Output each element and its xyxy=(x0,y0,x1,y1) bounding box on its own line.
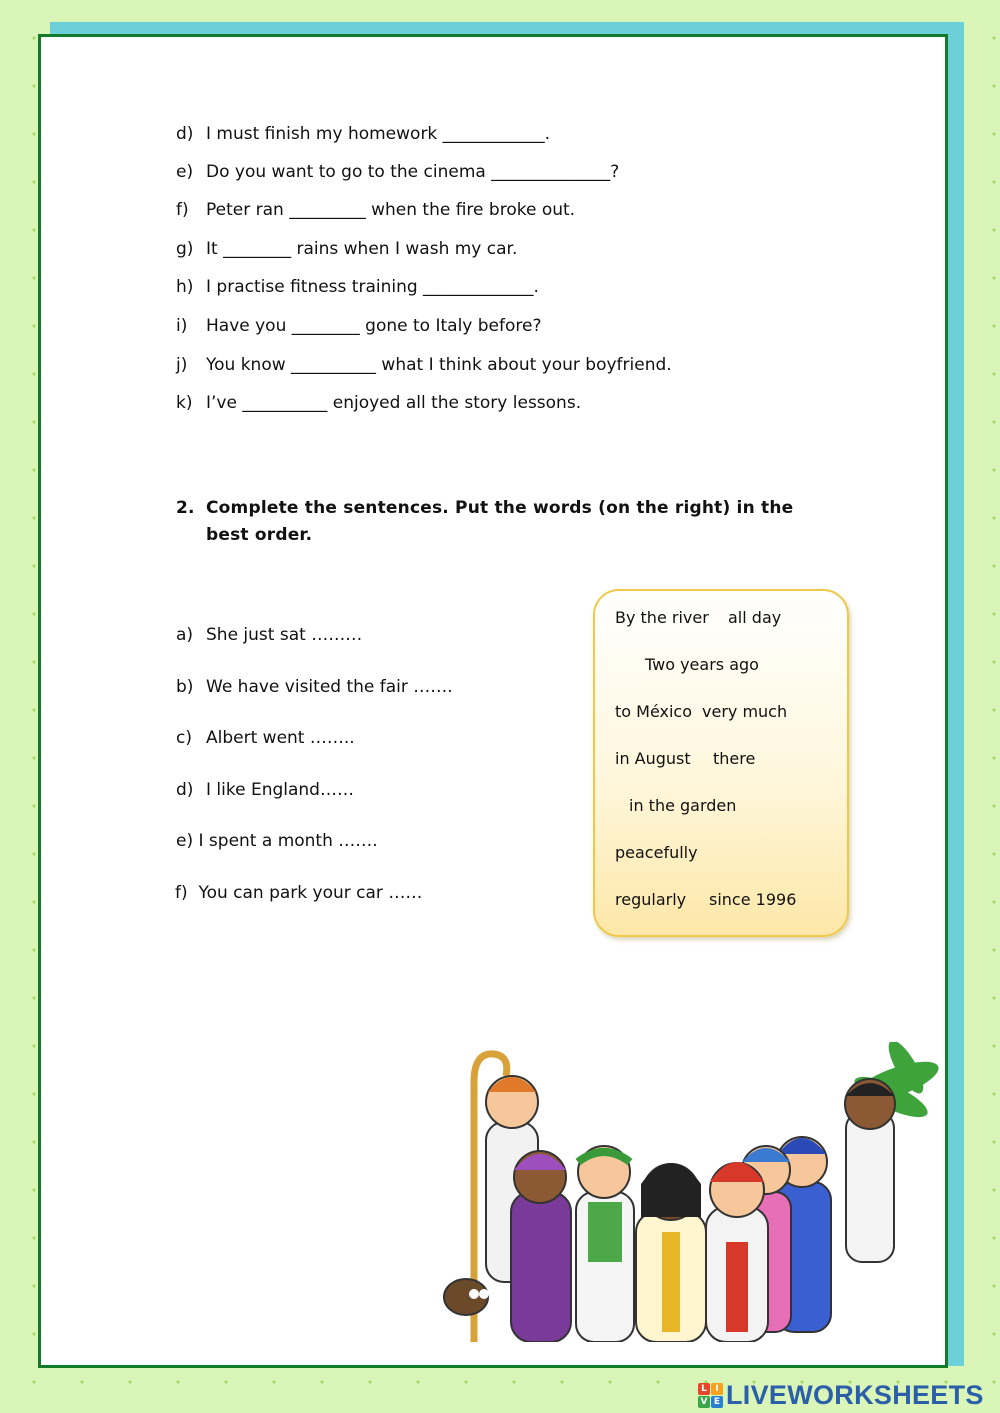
worksheet-page xyxy=(38,34,948,1368)
exercise2-item-a: a) She just sat ……… xyxy=(176,625,363,645)
exercise2-item-e: e) I spent a month ……. xyxy=(176,831,378,851)
word-box-phrase: there xyxy=(713,749,756,768)
exercise2-item-f: f) You can park your car …… xyxy=(175,883,423,903)
word-box-phrase: regularly xyxy=(615,890,687,909)
brand-name: LIVEWORKSHEETS xyxy=(726,1379,984,1410)
word-box-phrase: peacefully xyxy=(615,843,698,862)
exercise2-item-d: d) I like England…… xyxy=(176,780,354,800)
exercise1-item-i: i) Have you ________ gone to Italy before? xyxy=(176,316,542,336)
exercise1-item-f: f) Peter ran _________ when the fire broke out. xyxy=(176,200,576,220)
logo-badge-letter: I xyxy=(711,1383,723,1395)
exercise2-item-b: b) We have visited the fair ……. xyxy=(176,677,453,697)
word-box-phrase: Two years ago xyxy=(645,655,759,674)
exercise1-item-d: d) I must finish my homework ____________. xyxy=(176,124,551,144)
logo-badge-icon xyxy=(698,1383,723,1408)
word-box-phrase: all day xyxy=(728,608,782,627)
exercise1-item-e: e) Do you want to go to the cinema ______________? xyxy=(176,162,620,182)
exercise1-item-h: h) I practise fitness training _____________. xyxy=(176,277,539,297)
word-box-phrase: in August xyxy=(615,749,691,768)
word-box-phrase: very much xyxy=(702,702,788,721)
exercise1-item-k: k) I’ve __________ enjoyed all the story lessons. xyxy=(176,393,582,413)
exercise2-number: 2. xyxy=(176,498,195,518)
costumed-children-illustration-icon xyxy=(436,1042,946,1342)
word-box-phrase: By the river xyxy=(615,608,709,627)
exercise1-item-j: j) You know __________ what I think about your boyfriend. xyxy=(176,355,672,375)
word-box xyxy=(593,589,849,937)
liveworksheets-logo xyxy=(698,1380,984,1410)
exercise2-item-c: c) Albert went …….. xyxy=(176,728,355,748)
exercise2-heading xyxy=(176,495,816,549)
exercise2-instructions: Complete the sentences. Put the words (on the right) in the best order. xyxy=(206,498,794,545)
logo-badge-letter: V xyxy=(698,1396,710,1408)
logo-badge-letter: E xyxy=(711,1396,723,1408)
word-box-phrase: to México xyxy=(615,702,693,721)
word-box-phrase: in the garden xyxy=(629,796,737,815)
logo-badge-letter: L xyxy=(698,1383,710,1395)
word-box-phrase: since 1996 xyxy=(709,890,797,909)
exercise1-item-g: g) It ________ rains when I wash my car. xyxy=(176,239,518,259)
